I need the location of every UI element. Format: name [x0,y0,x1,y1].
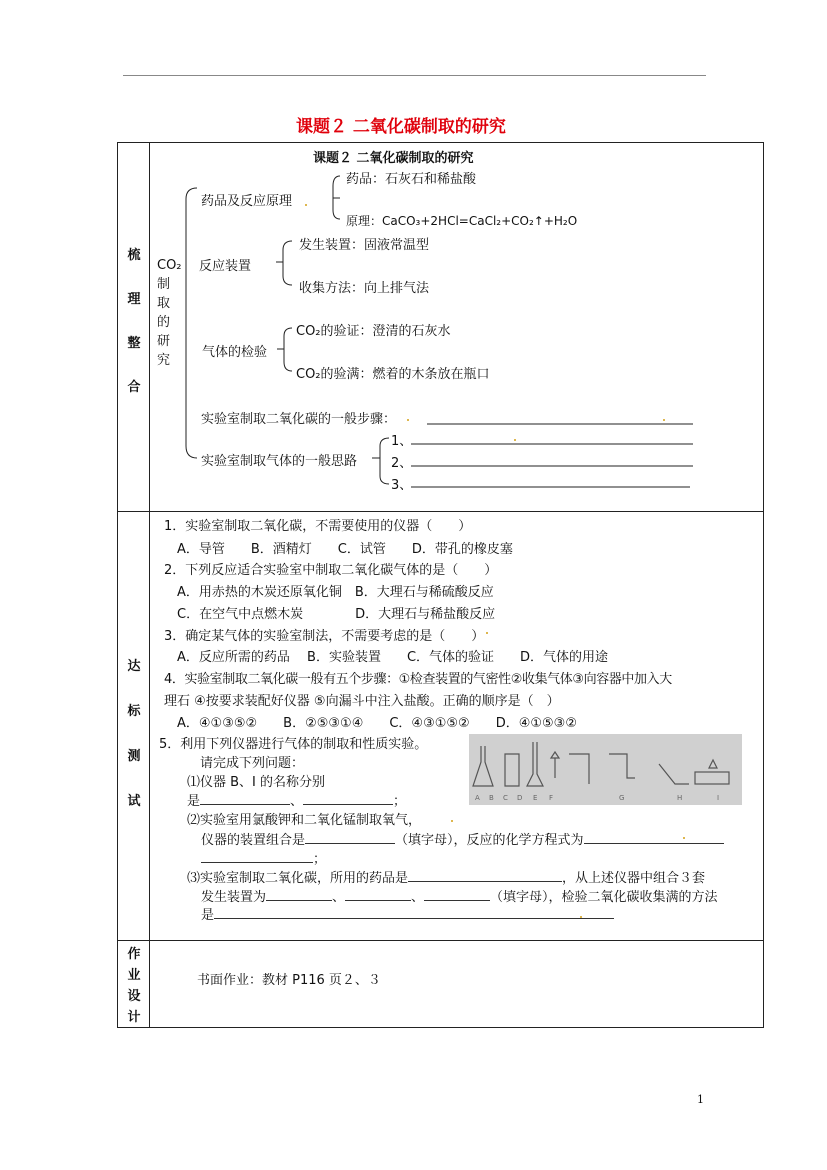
blank-equation[interactable] [584,831,724,844]
blank-setup-2[interactable] [345,888,411,901]
root-char: 究 [157,353,171,368]
branch-drugs-principle: 药品及反应原理 [201,194,293,209]
section3-side-label [119,944,149,1028]
apparatus-image [469,734,742,805]
q5-3-sep2: 、 [411,890,425,905]
drugs-item: 药品：石灰石和稀盐酸 [346,172,477,187]
branch-reaction-device: 反应装置 [199,259,252,274]
blank-instrument-i[interactable] [303,792,393,805]
ideas-label: 实验室制取气体的一般思路 [201,454,358,469]
side-char: 达 [127,659,141,674]
question-2-options-1: A．用赤热的木炭还原氧化铜 B．大理石与稀硫酸反应 [177,585,494,600]
q5-2-end: ； [313,852,327,867]
question-5-2-continuation [201,848,326,867]
question-5-2-prompt: ⑵实验室用氯酸钾和二氧化锰制取氧气， [187,813,422,828]
question-5-intro: 请完成下列问题： [200,756,305,771]
blank-instrument-b[interactable] [200,792,290,805]
side-char: 标 [127,704,141,719]
device-item-generator: 发生装置：固液常温型 [299,238,430,253]
blank-full-check-method[interactable] [214,906,614,919]
page-title: 课题２ 二氧化碳制取的研究 [296,117,506,137]
question-2: 2．下列反应适合实验室中制取二氧化碳气体的是（ ） [164,563,498,578]
steps-label: 实验室制取二氧化碳的一般步骤： [201,412,397,427]
q5-2-mid: （填字母），反应的化学方程式为 [395,833,584,848]
side-char: 设 [127,989,141,1004]
apparatus-letter: A [475,794,480,802]
question-1-options: A．导管 B．酒精灯 C．试管 D．带孔的橡皮塞 [177,542,513,557]
q5-3-prefix: ⑶实验室制取二氧化碳，所用的药品是 [187,871,409,886]
root-char: 的 [157,315,171,330]
apparatus-letter: E [533,794,538,802]
question-4-line-2: 理石 ④按要求装配好仪器 ⑤向漏斗中注入盐酸。正确的顺序是（ ） [164,694,560,709]
branch-gas-test: 气体的检验 [202,345,268,360]
apparatus-letter: I [717,794,720,802]
blank-equation-continued[interactable] [201,850,313,863]
question-4-options: A．④①③⑤② B．②⑤③①④ C．④③①⑤② D．④①⑤③② [177,716,577,731]
apparatus-letter: H [677,794,683,802]
blank-co2-reagents[interactable] [408,869,562,882]
root-char: 研 [157,334,171,349]
side-char: 计 [127,1010,141,1025]
question-5-3-line-2 [201,886,718,905]
principle-item: 原理：CaCO₃+2HCl=CaCl₂+CO₂↑+H₂O [346,214,578,228]
q5-3-setup-prefix: 发生装置为 [201,890,267,905]
root-char: CO₂ [157,258,182,273]
apparatus-drawing [469,734,742,805]
apparatus-letter: D [517,794,523,802]
side-char: 测 [127,749,141,764]
tree-root-label [157,256,182,370]
section1-subtitle: 课题２ 二氧化碳制取的研究 [313,151,474,166]
apparatus-letter: B [489,794,494,802]
q5-1-prefix: 是 [187,794,201,809]
question-5-3-line-1 [187,867,705,886]
test-item-verify: CO₂的验证：澄清的石灰水 [296,324,451,339]
q5-1-separator: 、 [290,794,304,809]
homework-text: 书面作业：教材 P116 页２、３ [197,973,381,988]
apparatus-letter: F [549,794,554,802]
side-char: 理 [127,292,141,307]
idea-3: 3、 [391,478,413,493]
question-5-1-answer-row [187,790,406,809]
question-2-options-2: C．在空气中点燃木炭 D．大理石与稀盐酸反应 [177,607,496,622]
blank-apparatus-combination[interactable] [305,831,395,844]
apparatus-letter: C [503,794,508,802]
side-char: 试 [127,794,141,809]
page-number: 1 [697,1093,704,1106]
question-3-options: A．反应所需的药品 B．实验装置 C．气体的验证 D．气体的用途 [177,650,609,665]
q5-2-prefix: 仪器的装置组合是 [201,833,306,848]
root-char: 制 [157,277,171,292]
section2-side-label [119,655,149,835]
blank-setup-3[interactable] [424,888,490,901]
device-item-collection: 收集方法：向上排气法 [299,281,430,296]
side-char: 合 [127,380,141,395]
question-5-2-answer-row [201,829,724,848]
test-item-full: CO₂的验满：燃着的木条放在瓶口 [296,367,490,382]
question-5-3-line-3 [201,904,614,923]
side-char: 梳 [127,248,141,263]
idea-1: 1、 [391,434,413,449]
section1-side-label [119,244,149,420]
side-char: 业 [127,968,141,983]
q5-3-setup-suffix: （填字母），检验二氧化碳收集满的方法 [490,890,718,905]
blank-setup-1[interactable] [266,888,332,901]
side-char: 作 [127,947,141,962]
q5-3-method-prefix: 是 [201,908,215,923]
question-3: 3．确定某气体的实验室制法，不需要考虑的是（ ） [164,629,485,644]
q5-3-suffix: ，从上述仪器中组合３套 [562,871,706,886]
q5-3-sep1: 、 [332,890,346,905]
side-char: 整 [127,336,141,351]
idea-2: 2、 [391,456,413,471]
question-1: 1．实验室制取二氧化碳，不需要使用的仪器（ ） [164,519,472,534]
question-4-line-1: 4．实验室制取二氧化碳一般有五个步骤：①检查装置的气密性②收集气体③向容器中加入大 [164,672,672,687]
q5-1-end: ； [393,794,407,809]
question-5-1-prompt: ⑴仪器 B、I 的名称分别 [187,775,326,790]
apparatus-letter: G [619,794,625,802]
root-char: 取 [157,296,171,311]
question-5: 5．利用下列仪器进行气体的制取和性质实验。 [159,737,428,752]
